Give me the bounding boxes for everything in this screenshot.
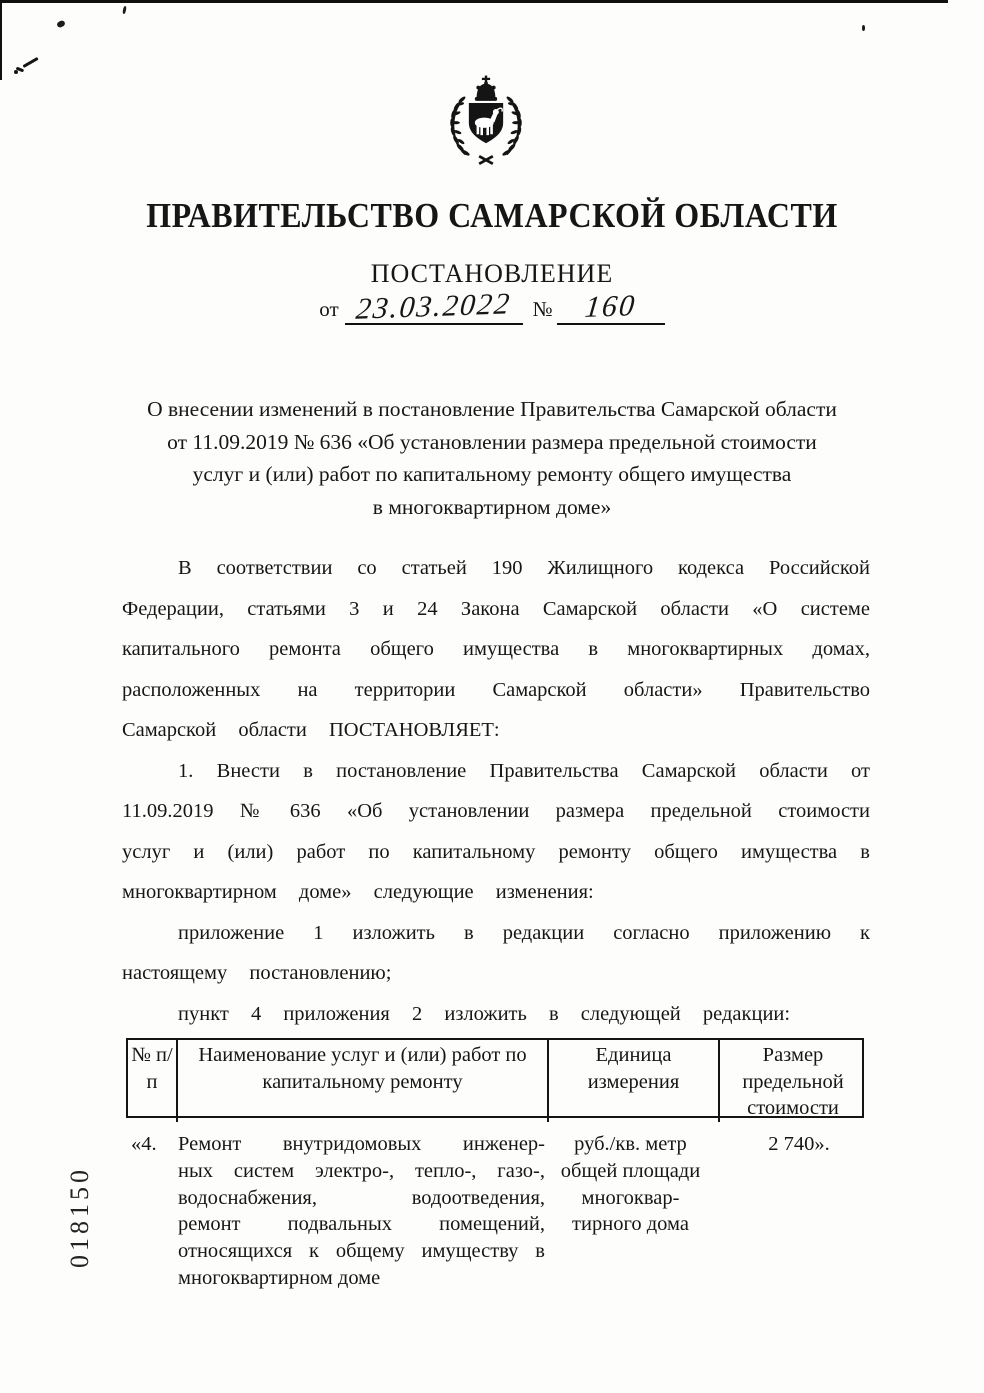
title-line: услуг и (или) работ по капитальному ремонту общего имущества xyxy=(192,462,792,486)
date-underline xyxy=(345,287,523,326)
doc-type-title: ПОСТАНОВЛЕНИЕ xyxy=(370,259,614,288)
paragraph-annex-2: пункт 4 приложения 2 изложить в следующей редакции: xyxy=(178,1002,791,1025)
header-cell-unit: Единица измерения xyxy=(547,1040,718,1122)
title-line: в многоквартирном доме» xyxy=(372,494,612,519)
pen-mark xyxy=(22,57,38,68)
unit-line: руб./кв. метр xyxy=(574,1133,687,1155)
paragraph-annex-1: приложение 1 изложить в редакции согласно приложению к настоящему постановлению; xyxy=(122,921,870,984)
document-body xyxy=(122,548,870,1034)
unit-line: многоквар- xyxy=(581,1186,680,1209)
pen-mark xyxy=(14,70,18,74)
row-value-cell: 2 740». xyxy=(768,1133,830,1155)
number-sign-label: № xyxy=(532,297,553,321)
paragraph-item-1: 1. Внести в постановление Правительства Самарской области от 11.09.2019 № 636 «Об установлении размера предельной стоимости услуг и (или) работ по капитальному ремонту общего имущества в многоквартирном доме» следующие изменения: xyxy=(122,759,870,903)
row-unit-cell xyxy=(545,1131,716,1292)
ink-speck xyxy=(862,25,865,31)
handwritten-date: 23.03.2022 xyxy=(354,287,513,326)
document-title xyxy=(0,393,984,523)
header-cell-limit: Размер предельной стоимости xyxy=(718,1040,866,1122)
number-underline xyxy=(557,289,665,325)
date-number-line xyxy=(0,287,984,326)
ink-speck xyxy=(56,20,66,29)
scan-edge-line-top xyxy=(0,0,948,3)
samara-region-coat-of-arms-icon xyxy=(438,70,534,172)
description-line: относящихся к общему имуществу в xyxy=(178,1240,545,1263)
ink-speck xyxy=(122,6,127,14)
header-cell-description: Наименование услуг и (или) работ по капитальному ремонту xyxy=(176,1040,547,1122)
description-line: водоснабжения, водоотведения, xyxy=(178,1186,545,1209)
row-description-cell xyxy=(174,1131,545,1292)
title-line: О внесении изменений в постановление Правительства Самарской области xyxy=(147,397,837,421)
header-cell-number: № п/п xyxy=(131,1044,173,1093)
handwritten-number: 160 xyxy=(583,289,639,324)
row-number-cell: «4. xyxy=(131,1133,157,1155)
description-line: многоквартирном доме xyxy=(178,1266,381,1289)
scan-edge-line-left xyxy=(0,0,2,80)
description-line: ремонт подвальных помещений, xyxy=(178,1213,545,1236)
date-prefix-label: от xyxy=(319,297,339,321)
title-line: от 11.09.2019 № 636 «Об установлении размера предельной стоимости xyxy=(167,429,817,454)
org-name: ПРАВИТЕЛЬСТВО САМАРСКОЙ ОБЛАСТИ xyxy=(146,195,838,235)
unit-line: тирного дома xyxy=(572,1213,689,1236)
unit-line: общей площади xyxy=(560,1159,701,1182)
description-line: ных систем электро-, тепло-, газо-, xyxy=(178,1159,545,1182)
paragraph-preamble: В соответствии со статьей 190 Жилищного кодекса Российской Федерации, статьями 3 и 24 Закона Самарской области «О системе капитального ремонта общего имущества в многоквартирных домах, расположенных на территории Самарской области» Правительство Самарской области ПОСТАНОВЛЯЕТ: xyxy=(122,557,870,741)
cost-table-row xyxy=(126,1131,864,1292)
description-line: Ремонт внутридомовых инженер- xyxy=(178,1133,545,1155)
stamp-number: 018150 xyxy=(65,1166,94,1268)
cost-table-header xyxy=(126,1038,864,1118)
